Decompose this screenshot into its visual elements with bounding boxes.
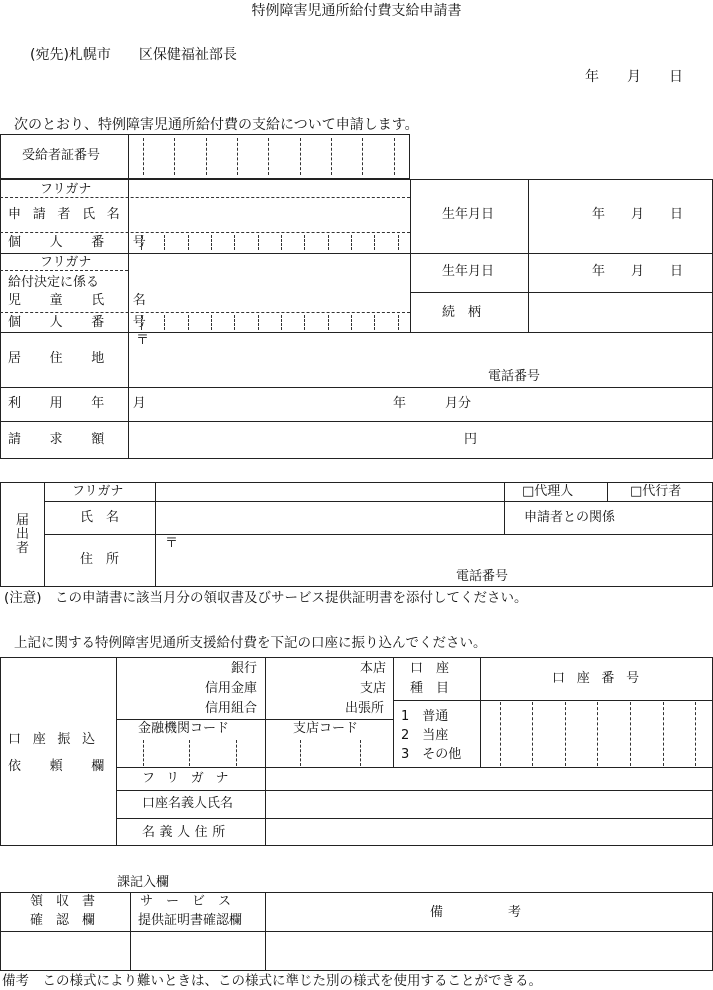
relationship-field[interactable] xyxy=(529,293,711,331)
notifier-name-field[interactable] xyxy=(156,502,503,533)
receipt-check-label-2: 確 認 欄 xyxy=(30,913,96,928)
transfer-intro: 上記に関する特例障害児通所支援給付費を下記の口座に振り込んでください。 xyxy=(14,635,487,651)
notifier-furigana-field[interactable] xyxy=(156,483,503,501)
bank-type-2: 信用金庫 xyxy=(205,681,258,696)
addressee: (宛先)札幌市 区保健福祉部長 xyxy=(30,47,237,63)
holder-furigana-field[interactable] xyxy=(267,768,711,789)
account-type-label-2: 種 目 xyxy=(410,681,450,696)
applicant-personal-number-label: 個人番号 xyxy=(8,235,175,250)
relationship-label: 続 柄 xyxy=(442,305,482,320)
usage-month-field[interactable]: 年 月分 xyxy=(393,396,472,411)
applicant-birthdate-label: 生年月日 xyxy=(442,207,495,222)
branch-code-cells[interactable] xyxy=(270,740,390,766)
relation-label: 申請者との関係 xyxy=(524,510,616,525)
account-number-label: 口座番号 xyxy=(552,671,651,686)
child-birthdate-field[interactable]: 年 月 日 xyxy=(592,264,684,279)
intro-text: 次のとおり、特例障害児通所給付費の支給について申請します。 xyxy=(14,117,419,133)
child-birthdate-label: 生年月日 xyxy=(442,264,495,279)
branch-type-1: 本店 xyxy=(360,661,387,676)
applicant-birthdate-field[interactable]: 年 月 日 xyxy=(592,207,684,222)
applicant-furigana-field[interactable] xyxy=(129,180,409,197)
attachment-note: (注意) この申請書に該当月分の領収書及びサービス提供証明書を添付してください。 xyxy=(4,590,528,606)
notifier-address-label: 住 所 xyxy=(80,552,120,567)
account-option-1[interactable]: 1 普通 xyxy=(401,709,449,724)
address-postal-mark: 〒 xyxy=(136,333,150,348)
recipient-number-label: 受給者証番号 xyxy=(22,148,101,163)
holder-furigana-label: フリガナ xyxy=(142,771,241,786)
child-label-line2: 児童氏名 xyxy=(8,293,175,308)
account-type-label-1: 口 座 xyxy=(410,661,450,676)
child-personal-number-cells[interactable] xyxy=(130,315,410,330)
holder-address-label: 名義人住所 xyxy=(142,825,230,840)
claim-amount-yen: 円 xyxy=(464,432,478,447)
child-furigana-field[interactable] xyxy=(129,254,409,270)
bank-type-3: 信用組合 xyxy=(205,701,258,716)
office-use-heading: 課記入欄 xyxy=(117,875,170,890)
holder-address-field[interactable] xyxy=(267,819,711,845)
account-number-cells[interactable] xyxy=(484,702,712,766)
bank-side-label-2: 依頼欄 xyxy=(8,759,133,774)
receipt-check-field[interactable] xyxy=(1,932,129,970)
recipient-number-digit-cells[interactable] xyxy=(128,138,410,175)
applicant-furigana-label: フリガナ xyxy=(40,182,92,197)
service-check-field[interactable] xyxy=(131,932,264,970)
notifier-postal-mark: 〒 xyxy=(165,536,179,551)
service-check-label-2: 提供証明書確認欄 xyxy=(138,913,243,928)
usage-month-label: 利用年月 xyxy=(8,396,175,411)
footer-note: 備考 この様式により難いときは、この様式に準じた別の様式を使用することができる。 xyxy=(2,973,542,989)
child-name-field[interactable] xyxy=(129,271,409,311)
institution-code-cells[interactable] xyxy=(120,740,260,766)
agent-checkbox[interactable]: □代理人 xyxy=(522,484,574,499)
institution-code-label: 金融機関コード xyxy=(138,721,230,736)
proxy-checkbox[interactable]: □代行者 xyxy=(630,484,682,499)
bank-type-1: 銀行 xyxy=(231,661,258,676)
claim-amount-label: 請求額 xyxy=(8,432,133,447)
child-personal-number-label: 個人番号 xyxy=(8,315,175,330)
remarks-field[interactable] xyxy=(266,932,712,970)
branch-type-2: 支店 xyxy=(360,681,387,696)
address-label: 居住地 xyxy=(8,351,133,366)
claim-amount-field[interactable] xyxy=(129,422,459,458)
address-phone-label: 電話番号 xyxy=(488,369,541,384)
child-furigana-label: フリガナ xyxy=(40,255,92,270)
service-check-label-1: サ ー ビ ス xyxy=(140,894,232,909)
applicant-name-field[interactable] xyxy=(129,198,409,231)
notifier-name-label: 氏 名 xyxy=(80,510,120,525)
applicant-name-label: 申請者氏名 xyxy=(8,207,132,222)
account-option-2[interactable]: 2 当座 xyxy=(401,728,449,743)
account-option-3[interactable]: 3 その他 xyxy=(401,747,462,762)
remarks-label: 備 考 xyxy=(430,905,522,920)
date-line: 年 月 日 xyxy=(585,69,683,85)
applicant-personal-number-cells[interactable] xyxy=(130,235,410,250)
address-field[interactable] xyxy=(150,333,710,367)
notifier-furigana-label: フリガナ xyxy=(72,484,124,499)
form-title: 特例障害児通所給付費支給申請書 xyxy=(251,3,462,19)
bank-side-label-1: 口座振込 xyxy=(8,732,107,747)
child-label-line1: 給付決定に係る xyxy=(8,275,100,290)
holder-name-label: 口座名義人氏名 xyxy=(142,796,234,811)
notifier-address-field[interactable] xyxy=(180,536,710,566)
notifier-phone-label: 電話番号 xyxy=(456,569,509,584)
branch-code-label: 支店コード xyxy=(293,721,359,736)
branch-type-3: 出張所 xyxy=(345,701,385,716)
notifier-side-label: 届出者 xyxy=(16,513,30,556)
receipt-check-label-1: 領 収 書 xyxy=(30,894,96,909)
holder-name-field[interactable] xyxy=(267,791,711,817)
